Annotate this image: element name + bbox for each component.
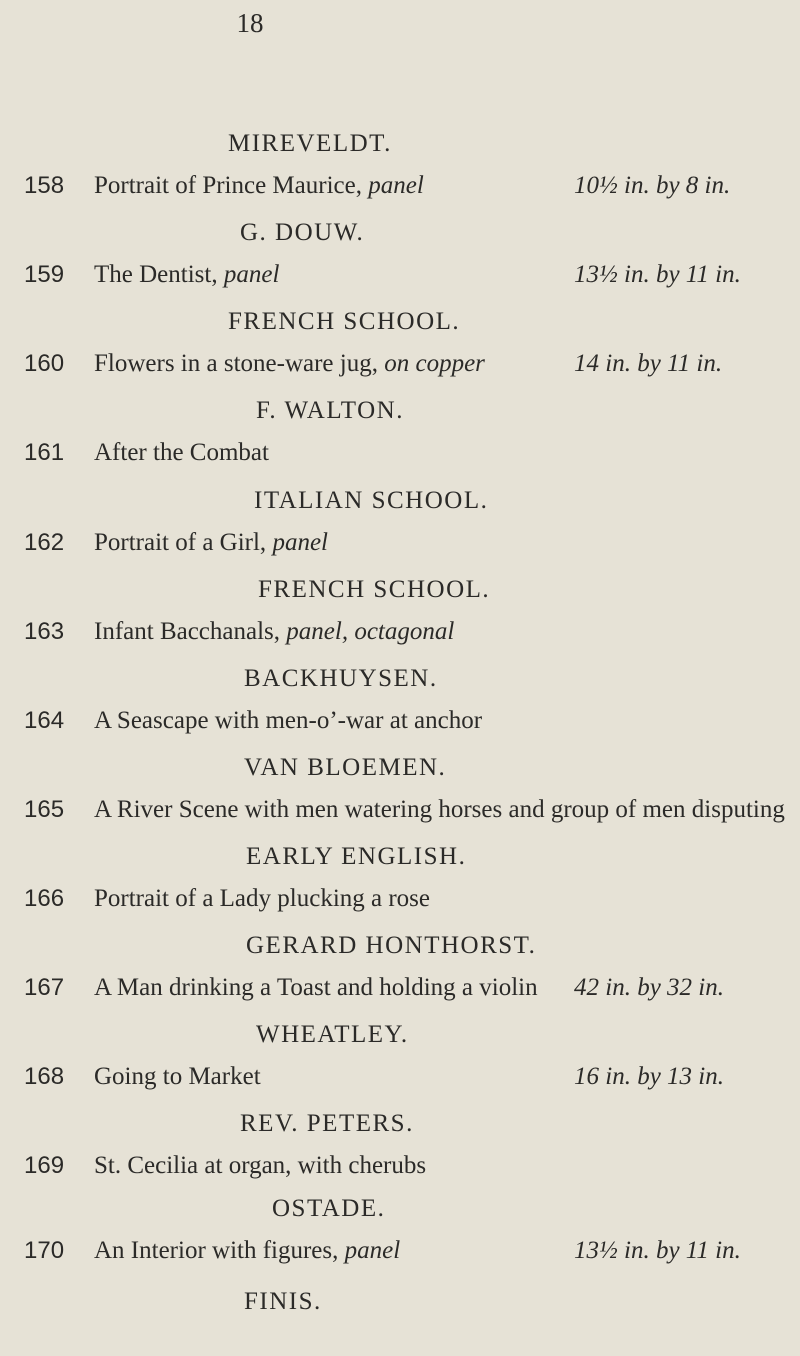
lot-title [94, 1152, 426, 1180]
lot-line [0, 350, 800, 384]
artist-heading: OSTADE. [272, 1195, 386, 1222]
artist-heading: G. DOUW. [240, 219, 365, 246]
artist-heading: REV. PETERS. [240, 1110, 414, 1137]
lot-dimensions: 13½ in. by 11 in. [574, 1237, 741, 1264]
artist-heading: MIREVELDT. [228, 130, 392, 157]
lot-line [0, 974, 800, 1008]
lot-title-text: A River Scene with men watering horses and group of men disputing [94, 796, 785, 823]
lot-title-text: Flowers in a stone-ware jug, [94, 350, 378, 377]
artist-heading: WHEATLEY. [256, 1021, 409, 1048]
lot-number: 160 [24, 350, 65, 377]
lot-title-text: After the Combat [94, 439, 269, 466]
lot-dimensions: 13½ in. by 11 in. [574, 261, 741, 288]
lot-dimensions: 14 in. by 11 in. [574, 350, 723, 377]
lot-line [0, 172, 800, 206]
lot-line [0, 261, 800, 295]
lot-title-text: Portrait of a Girl, [94, 529, 267, 556]
lot-title [94, 796, 785, 824]
lot-title [94, 350, 485, 378]
artist-heading: ITALIAN SCHOOL. [254, 487, 489, 514]
lot-number: 166 [24, 885, 65, 912]
lot-title-text: A Man drinking a Toast and holding a violin [94, 974, 538, 1001]
lot-number: 161 [24, 439, 65, 466]
lot-dimensions: 16 in. by 13 in. [574, 1063, 724, 1090]
page-number: 18 [236, 8, 264, 38]
lot-title-text: A Seascape with men-o’-war at anchor [94, 707, 483, 734]
lot-title [94, 529, 328, 557]
lot-number: 165 [24, 796, 65, 823]
artist-heading: F. WALTON. [256, 397, 404, 424]
lot-line [0, 707, 800, 741]
lot-title-text: Portrait of Prince Maurice, [94, 172, 362, 199]
lot-line [0, 618, 800, 652]
lot-line [0, 439, 800, 473]
lot-title [94, 618, 454, 646]
artist-heading: FRENCH SCHOOL. [258, 576, 491, 603]
lot-title [94, 1237, 400, 1265]
lot-dimensions: 10½ in. by 8 in. [574, 172, 731, 199]
lot-number: 158 [24, 172, 65, 199]
lot-number: 169 [24, 1152, 65, 1179]
lot-title-text: Portrait of a Lady plucking a rose [94, 885, 431, 912]
lot-title-text: The Dentist, [94, 261, 218, 288]
finis-text: FINIS. [244, 1288, 322, 1315]
lot-number: 168 [24, 1063, 65, 1090]
lot-title [94, 439, 269, 467]
lot-line [0, 1152, 800, 1186]
lot-title-text: St. Cecilia at organ, with cherubs [94, 1152, 427, 1179]
lot-number: 170 [24, 1237, 65, 1264]
lot-number: 167 [24, 974, 65, 1001]
lot-number: 163 [24, 618, 65, 645]
lot-title [94, 974, 538, 1002]
lot-title-text: Infant Bacchanals, [94, 618, 281, 645]
artist-heading: BACKHUYSEN. [244, 665, 438, 692]
artist-heading: EARLY ENGLISH. [246, 843, 467, 870]
lot-number: 162 [24, 529, 65, 556]
lot-dimensions: 42 in. by 32 in. [574, 974, 724, 1001]
lot-title [94, 261, 279, 289]
lot-medium: panel [272, 529, 328, 556]
lot-title-text: Going to Market [94, 1063, 261, 1090]
lot-title [94, 707, 482, 735]
artist-heading: FRENCH SCHOOL. [228, 308, 461, 335]
lot-medium: panel [344, 1237, 401, 1264]
lot-number: 159 [24, 261, 65, 288]
lot-medium: panel, octagonal [286, 618, 455, 645]
lot-medium: on copper [384, 350, 485, 377]
lot-title [94, 172, 424, 200]
lot-title [94, 1063, 261, 1091]
lot-title [94, 885, 430, 913]
artist-heading: VAN BLOEMEN. [244, 754, 447, 781]
lot-medium: panel [368, 172, 424, 199]
artist-heading: GERARD HONTHORST. [246, 932, 537, 959]
lot-title-text: An Interior with figures, [94, 1237, 339, 1264]
lot-line [0, 1063, 800, 1097]
lot-line [0, 529, 800, 563]
lot-line [0, 1237, 800, 1271]
lot-line [0, 796, 800, 830]
lot-number: 164 [24, 707, 65, 734]
lot-line [0, 885, 800, 919]
lot-medium: panel [223, 261, 280, 288]
